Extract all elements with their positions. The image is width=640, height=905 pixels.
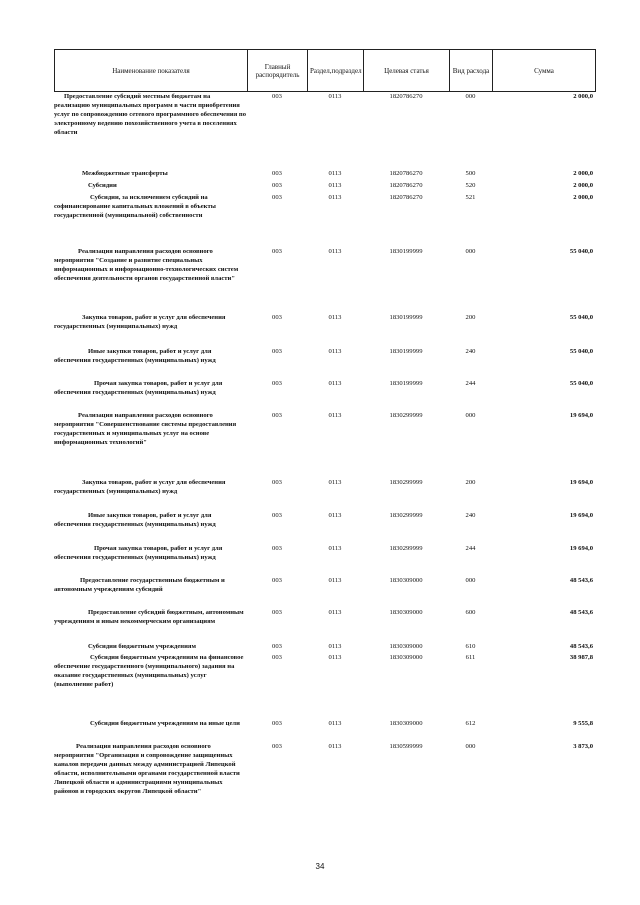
row-sum: 2 000,0 xyxy=(573,93,593,100)
row-sum: 55 040,0 xyxy=(569,314,593,321)
row-type: 240 xyxy=(465,348,476,355)
row-type: 600 xyxy=(465,609,476,616)
budget-table-header xyxy=(54,49,596,92)
row-section: 0113 xyxy=(328,248,342,255)
row-dept: 003 xyxy=(272,609,282,616)
row-article: 1830309000 xyxy=(389,643,423,650)
row-dept: 003 xyxy=(272,194,282,201)
row-dept: 003 xyxy=(272,577,282,584)
row-sum: 48 543,6 xyxy=(569,609,593,616)
row-section: 0113 xyxy=(328,577,342,584)
row-name: Реализация направления расходов основного мероприятия "Создание и развитие специальных информационных и информационно-технологических систем обеспечения деятельности органов государственной власти" xyxy=(54,248,239,282)
row-type: 000 xyxy=(465,577,476,584)
row-section: 0113 xyxy=(328,93,342,100)
row-article: 1830199999 xyxy=(389,348,423,355)
row-sum: 55 040,0 xyxy=(569,248,593,255)
row-article: 1830599999 xyxy=(389,743,423,750)
row-type: 610 xyxy=(465,643,476,650)
row-sum: 55 040,0 xyxy=(569,380,593,387)
row-sum: 19 694,0 xyxy=(569,545,593,552)
row-sum: 3 873,0 xyxy=(573,743,593,750)
row-article: 1830309000 xyxy=(389,654,423,661)
header-article: Целевая статья xyxy=(364,50,450,92)
row-sum: 19 694,0 xyxy=(569,479,593,486)
page-number: 34 xyxy=(315,862,325,871)
row-sum: 2 000,0 xyxy=(573,182,593,189)
row-type: 244 xyxy=(465,545,476,552)
row-name: Прочая закупка товаров, работ и услуг для обеспечения государственных (муниципальных) нужд xyxy=(54,545,223,561)
row-name: Субсидии, за исключением субсидий на софинансирование капитальных вложений в объекты государственной (муниципальной) собственности xyxy=(54,194,216,219)
row-name: Предоставление субсидий бюджетным, автономным учреждениям и иным некоммерческим организациям xyxy=(54,609,244,625)
row-type: 611 xyxy=(465,654,476,661)
row-dept: 003 xyxy=(272,512,282,519)
header-type: Вид расхода xyxy=(450,50,493,92)
row-section: 0113 xyxy=(328,412,342,419)
row-type: 240 xyxy=(465,512,476,519)
row-article: 1830309000 xyxy=(389,577,423,584)
row-name: Реализация направления расходов основного мероприятия "Организация и сопровождение защищенных каналов передачи данных между администрацией Липецкой области, исполнительными органами государственной власти Липецкой области и администрациями муниципальных районов и городских округов Липецкой области" xyxy=(54,743,240,795)
row-name: Субсидии бюджетным учреждениям xyxy=(88,643,196,650)
row-article: 1830299999 xyxy=(389,479,423,486)
row-type: 000 xyxy=(465,248,476,255)
row-name: Предоставление субсидий местным бюджетам на реализацию муниципальных программ в части приобретения услуг по сопровождению сетевого программного обеспечения по электронному ведению похозяйственного учета в поселениях области xyxy=(54,93,247,136)
row-name: Межбюджетные трансферты xyxy=(82,170,168,177)
header-name: Наименование показателя xyxy=(55,50,248,92)
row-article: 1830309000 xyxy=(389,609,423,616)
header-dept: Главный распорядитель xyxy=(248,50,308,92)
row-name: Закупка товаров, работ и услуг для обеспечения государственных (муниципальных) нужд xyxy=(54,479,226,495)
row-article: 1830199999 xyxy=(389,314,423,321)
row-article: 1830299999 xyxy=(389,545,423,552)
row-section: 0113 xyxy=(328,643,342,650)
row-name: Субсидии xyxy=(88,182,117,189)
row-name: Субсидии бюджетным учреждениям на иные цели xyxy=(90,720,240,727)
row-article: 1830309000 xyxy=(389,720,423,727)
row-sum: 48 543,6 xyxy=(569,577,593,584)
row-section: 0113 xyxy=(328,348,342,355)
row-name: Иные закупки товаров, работ и услуг для обеспечения государственных (муниципальных) нужд xyxy=(54,512,216,528)
row-section: 0113 xyxy=(328,479,342,486)
row-dept: 003 xyxy=(272,348,282,355)
row-section: 0113 xyxy=(328,170,342,177)
row-section: 0113 xyxy=(328,194,342,201)
row-dept: 003 xyxy=(272,380,282,387)
header-section: Раздел,подраздел xyxy=(308,50,364,92)
row-dept: 003 xyxy=(272,720,282,727)
row-article: 1820786270 xyxy=(389,170,423,177)
row-dept: 003 xyxy=(272,93,282,100)
row-section: 0113 xyxy=(328,314,342,321)
row-dept: 003 xyxy=(272,170,282,177)
row-section: 0113 xyxy=(328,512,342,519)
row-sum: 19 694,0 xyxy=(569,512,593,519)
row-sum: 38 987,8 xyxy=(569,654,593,661)
row-article: 1830299999 xyxy=(389,512,423,519)
row-section: 0113 xyxy=(328,380,342,387)
row-sum: 19 694,0 xyxy=(569,412,593,419)
row-article: 1830199999 xyxy=(389,380,423,387)
row-article: 1830299999 xyxy=(389,412,423,419)
row-type: 500 xyxy=(465,170,476,177)
row-section: 0113 xyxy=(328,609,342,616)
row-name: Предоставление государственным бюджетным и автономным учреждениям субсидий xyxy=(54,577,225,593)
row-name: Закупка товаров, работ и услуг для обеспечения государственных (муниципальных) нужд xyxy=(54,314,226,330)
row-article: 1820786270 xyxy=(389,182,423,189)
row-dept: 003 xyxy=(272,643,282,650)
row-dept: 003 xyxy=(272,314,282,321)
row-type: 200 xyxy=(465,314,476,321)
row-type: 000 xyxy=(465,743,476,750)
row-sum: 55 040,0 xyxy=(569,348,593,355)
row-section: 0113 xyxy=(328,743,342,750)
row-article: 1820786270 xyxy=(389,93,423,100)
row-dept: 003 xyxy=(272,654,282,661)
row-type: 000 xyxy=(465,93,476,100)
header-sum: Сумма xyxy=(493,50,596,92)
row-article: 1830199999 xyxy=(389,248,423,255)
row-article: 1820786270 xyxy=(389,194,423,201)
row-dept: 003 xyxy=(272,545,282,552)
row-section: 0113 xyxy=(328,182,342,189)
row-dept: 003 xyxy=(272,182,282,189)
row-name: Иные закупки товаров, работ и услуг для обеспечения государственных (муниципальных) нужд xyxy=(54,348,216,364)
row-type: 521 xyxy=(465,194,476,201)
row-type: 612 xyxy=(465,720,476,727)
row-type: 244 xyxy=(465,380,476,387)
row-name: Прочая закупка товаров, работ и услуг для обеспечения государственных (муниципальных) нужд xyxy=(54,380,223,396)
row-dept: 003 xyxy=(272,479,282,486)
row-sum: 9 555,8 xyxy=(573,720,593,727)
row-sum: 2 000,0 xyxy=(573,170,593,177)
row-section: 0113 xyxy=(328,720,342,727)
row-dept: 003 xyxy=(272,412,282,419)
row-type: 200 xyxy=(465,479,476,486)
row-name: Реализация направления расходов основного мероприятия "Совершенствование системы предоставления государственных и муниципальных услуг на основе информационных технологий" xyxy=(54,412,237,446)
row-sum: 2 000,0 xyxy=(573,194,593,201)
row-dept: 003 xyxy=(272,248,282,255)
row-section: 0113 xyxy=(328,654,342,661)
row-type: 000 xyxy=(465,412,476,419)
row-sum: 48 543,6 xyxy=(569,643,593,650)
row-name: Субсидии бюджетным учреждениям на финансовое обеспечение государственного (муниципального) задания на оказание государственных (муниципальных) услуг (выполнение работ) xyxy=(54,654,244,688)
row-section: 0113 xyxy=(328,545,342,552)
row-type: 520 xyxy=(465,182,476,189)
row-dept: 003 xyxy=(272,743,282,750)
